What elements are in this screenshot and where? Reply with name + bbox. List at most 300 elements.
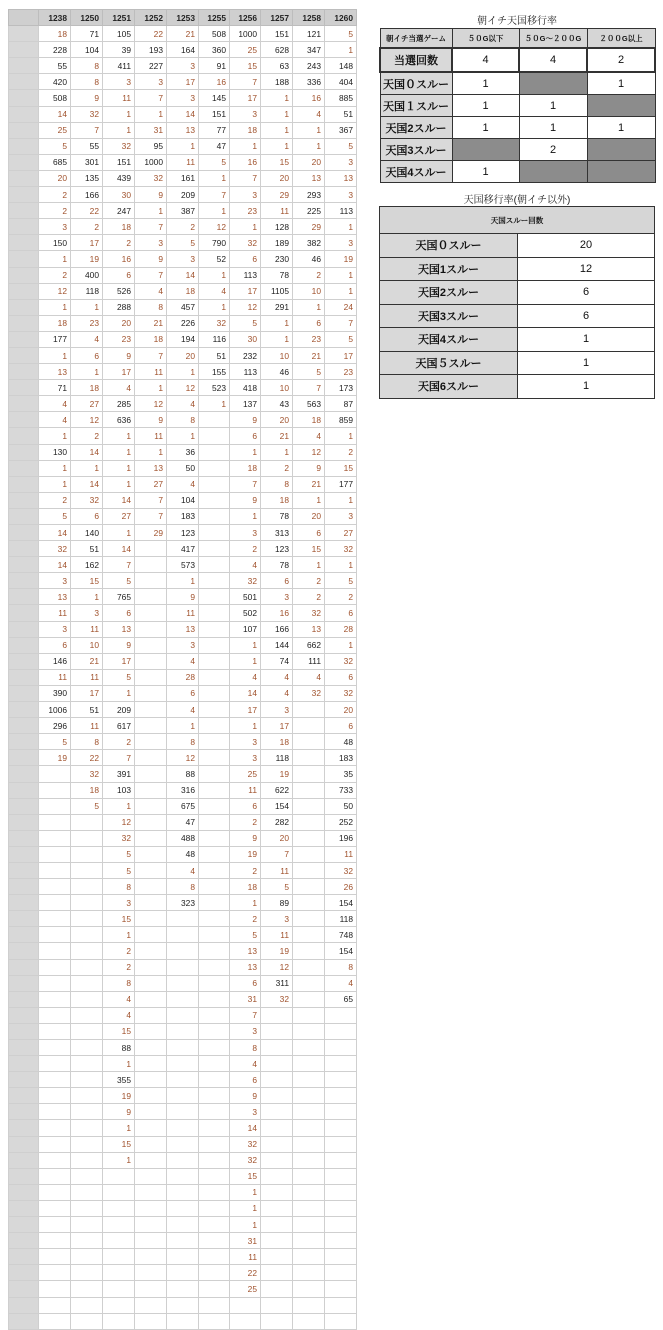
table-row [380, 375, 655, 399]
data-cell: 11 [103, 90, 135, 106]
other-table-title: 天国移行率(朝イチ以外) [463, 195, 571, 206]
data-cell: 748 [325, 927, 357, 943]
data-cell: 145 [199, 90, 230, 106]
data-cell: 243 [293, 58, 325, 74]
data-cell: 1 [261, 90, 293, 106]
data-cell: 18 [71, 782, 103, 798]
data-cell: 2 [230, 911, 261, 927]
table-row [9, 203, 357, 219]
data-cell: 155 [199, 364, 230, 380]
data-cell [39, 1104, 71, 1120]
data-cell [167, 1233, 199, 1249]
data-cell: 7 [135, 90, 167, 106]
data-cell: 7 [135, 267, 167, 283]
data-cell [199, 605, 230, 621]
table-row [9, 396, 357, 412]
table-row [9, 380, 357, 396]
table-row [9, 1217, 357, 1233]
row-index-cell [9, 541, 39, 557]
data-cell: 24 [325, 299, 357, 315]
row-index-cell [9, 235, 39, 251]
table-row [9, 1184, 357, 1200]
data-cell: 20 [103, 315, 135, 331]
data-cell: 733 [325, 782, 357, 798]
data-cell: 7 [103, 557, 135, 573]
data-cell: 14 [103, 541, 135, 557]
table-row [9, 798, 357, 814]
data-cell: 2 [103, 235, 135, 251]
data-cell [199, 1249, 230, 1265]
data-cell [135, 798, 167, 814]
data-cell: 7 [103, 750, 135, 766]
data-cell: 418 [230, 380, 261, 396]
data-cell: 9 [103, 347, 135, 363]
data-cell: 19 [39, 750, 71, 766]
data-cell: 113 [325, 203, 357, 219]
table-row [9, 637, 357, 653]
data-cell: 20 [261, 412, 293, 428]
data-cell: 1 [230, 637, 261, 653]
grid-header-row [9, 10, 357, 26]
table-row [9, 364, 357, 380]
data-cell: 6 [230, 251, 261, 267]
data-cell: 1 [293, 557, 325, 573]
row-index-cell [9, 766, 39, 782]
data-cell: 628 [261, 42, 293, 58]
data-cell [135, 846, 167, 862]
data-cell [293, 927, 325, 943]
data-cell [199, 508, 230, 524]
data-cell [135, 1023, 167, 1039]
data-cell: 48 [167, 846, 199, 862]
data-cell: 18 [230, 879, 261, 895]
data-cell: 6 [103, 605, 135, 621]
data-cell: 116 [199, 331, 230, 347]
data-cell: 2 [71, 428, 103, 444]
data-cell [71, 895, 103, 911]
data-cell: 51 [71, 541, 103, 557]
data-cell: 12 [39, 283, 71, 299]
data-cell [261, 1023, 293, 1039]
data-cell: 166 [261, 621, 293, 637]
table-row [9, 975, 357, 991]
data-cell [261, 1040, 293, 1056]
morning-row-label: 天国4スルー [380, 161, 452, 183]
data-cell: 137 [230, 396, 261, 412]
table-row [9, 299, 357, 315]
data-cell: 77 [199, 122, 230, 138]
data-cell: 21 [293, 476, 325, 492]
data-cell: 55 [71, 138, 103, 154]
data-cell [261, 1152, 293, 1168]
data-cell: 25 [230, 766, 261, 782]
data-cell [199, 814, 230, 830]
data-cell: 5 [325, 138, 357, 154]
data-cell: 32 [325, 685, 357, 701]
row-index-cell [9, 347, 39, 363]
data-cell: 151 [199, 106, 230, 122]
data-cell: 1 [39, 347, 71, 363]
empty-shaded-cell [587, 161, 655, 183]
data-cell: 439 [103, 170, 135, 186]
table-row [9, 911, 357, 927]
table-row [9, 1088, 357, 1104]
data-cell: 7 [199, 187, 230, 203]
data-cell [325, 1152, 357, 1168]
data-cell: 4 [230, 557, 261, 573]
table-row [9, 331, 357, 347]
data-cell: 367 [325, 122, 357, 138]
table-row [380, 351, 655, 375]
data-cell: 4 [167, 396, 199, 412]
data-cell: 4 [135, 283, 167, 299]
data-cell: 1 [199, 396, 230, 412]
data-cell: 11 [39, 605, 71, 621]
data-cell [167, 1265, 199, 1281]
data-cell: 1 [199, 203, 230, 219]
data-cell [199, 927, 230, 943]
row-index-cell [9, 187, 39, 203]
data-cell: 573 [167, 557, 199, 573]
data-cell: 166 [71, 187, 103, 203]
data-cell [71, 975, 103, 991]
row-index-cell [9, 702, 39, 718]
data-cell [293, 1104, 325, 1120]
row-index-cell [9, 734, 39, 750]
data-cell [135, 830, 167, 846]
data-cell [199, 1217, 230, 1233]
data-cell [199, 750, 230, 766]
data-cell [261, 1007, 293, 1023]
table-row [9, 187, 357, 203]
data-cell: 9 [230, 1088, 261, 1104]
data-cell [167, 1152, 199, 1168]
other-row-label: 天国6スルー [380, 375, 518, 399]
data-cell: 154 [325, 895, 357, 911]
table-row [9, 1313, 357, 1329]
row-index-cell [9, 1056, 39, 1072]
data-cell [325, 1217, 357, 1233]
data-cell [199, 798, 230, 814]
data-cell [293, 959, 325, 975]
data-cell: 1 [135, 203, 167, 219]
data-cell [293, 879, 325, 895]
data-cell: 28 [167, 669, 199, 685]
data-cell: 9 [230, 492, 261, 508]
row-index-cell [9, 653, 39, 669]
data-cell: 17 [103, 364, 135, 380]
data-cell: 227 [135, 58, 167, 74]
data-cell [199, 1136, 230, 1152]
data-cell [293, 702, 325, 718]
data-cell: 15 [325, 460, 357, 476]
data-cell: 675 [167, 798, 199, 814]
row-index-cell [9, 589, 39, 605]
data-cell [135, 1136, 167, 1152]
data-cell [325, 1281, 357, 1297]
data-cell: 151 [261, 26, 293, 42]
data-cell: 5 [230, 927, 261, 943]
data-cell [135, 927, 167, 943]
data-cell [71, 846, 103, 862]
morning-value-cell: 1 [452, 161, 519, 183]
data-cell [167, 975, 199, 991]
data-cell: 123 [261, 541, 293, 557]
data-cell: 19 [103, 1088, 135, 1104]
table-row [9, 235, 357, 251]
data-cell [135, 685, 167, 701]
data-cell: 288 [103, 299, 135, 315]
data-cell: 316 [167, 782, 199, 798]
data-cell: 1 [293, 492, 325, 508]
data-cell: 113 [230, 267, 261, 283]
data-cell: 23 [293, 331, 325, 347]
data-cell: 11 [135, 428, 167, 444]
data-cell [135, 669, 167, 685]
data-cell: 50 [325, 798, 357, 814]
empty-shaded-cell [452, 139, 519, 161]
data-cell: 1 [199, 299, 230, 315]
data-cell: 9 [230, 830, 261, 846]
data-cell: 123 [167, 525, 199, 541]
row-index-cell [9, 895, 39, 911]
data-cell [293, 798, 325, 814]
data-cell: 25 [230, 42, 261, 58]
data-cell [135, 1040, 167, 1056]
row-index-cell [9, 1040, 39, 1056]
data-cell: 3 [230, 1023, 261, 1039]
row-index-cell [9, 1217, 39, 1233]
data-cell [71, 1297, 103, 1313]
row-index-cell [9, 251, 39, 267]
data-cell [135, 541, 167, 557]
data-cell: 27 [135, 476, 167, 492]
data-cell: 20 [293, 508, 325, 524]
data-cell: 48 [325, 734, 357, 750]
data-cell [167, 911, 199, 927]
data-cell: 6 [293, 525, 325, 541]
row-index-cell [9, 798, 39, 814]
data-cell: 5 [71, 798, 103, 814]
data-cell [71, 927, 103, 943]
row-index-cell [9, 573, 39, 589]
data-cell: 65 [325, 991, 357, 1007]
table-row [9, 42, 357, 58]
data-cell: 1 [135, 444, 167, 460]
data-cell: 2 [293, 267, 325, 283]
data-cell [325, 1313, 357, 1329]
data-cell: 291 [261, 299, 293, 315]
data-cell [167, 1313, 199, 1329]
morning-row-label: 天国3スルー [380, 139, 452, 161]
data-cell: 18 [230, 122, 261, 138]
data-cell: 4 [293, 106, 325, 122]
table-row [9, 573, 357, 589]
data-cell: 617 [103, 718, 135, 734]
data-cell: 6 [325, 718, 357, 734]
data-cell [39, 862, 71, 878]
data-cell: 1105 [261, 283, 293, 299]
data-cell [293, 830, 325, 846]
data-cell: 14 [39, 525, 71, 541]
data-cell [199, 1313, 230, 1329]
data-cell: 1 [325, 428, 357, 444]
data-cell [199, 1072, 230, 1088]
table-row [9, 1007, 357, 1023]
data-cell [293, 1281, 325, 1297]
data-cell: 12 [103, 814, 135, 830]
data-cell [71, 830, 103, 846]
data-cell: 13 [167, 122, 199, 138]
data-cell [39, 1072, 71, 1088]
data-cell: 18 [39, 26, 71, 42]
data-cell [39, 1152, 71, 1168]
data-cell: 15 [71, 573, 103, 589]
morning-table-title: 朝イチ天国移行率 [477, 16, 557, 27]
data-cell [293, 718, 325, 734]
table-row [9, 830, 357, 846]
data-cell: 502 [230, 605, 261, 621]
data-cell: 32 [71, 492, 103, 508]
other-table-body [380, 234, 655, 399]
data-cell: 28 [325, 621, 357, 637]
data-cell: 113 [230, 364, 261, 380]
data-cell: 20 [261, 830, 293, 846]
data-cell [167, 1023, 199, 1039]
data-cell: 23 [71, 315, 103, 331]
data-cell: 765 [103, 589, 135, 605]
data-cell [293, 1168, 325, 1184]
row-index-cell [9, 750, 39, 766]
data-cell [293, 846, 325, 862]
data-cell: 135 [71, 170, 103, 186]
machine-column-header: 1253 [167, 10, 199, 26]
data-cell: 282 [261, 814, 293, 830]
data-cell [167, 991, 199, 1007]
data-cell: 5 [325, 331, 357, 347]
row-index-cell [9, 1168, 39, 1184]
table-row [9, 814, 357, 830]
data-cell [325, 1007, 357, 1023]
data-cell: 10 [293, 283, 325, 299]
data-cell: 12 [261, 959, 293, 975]
data-cell [293, 1184, 325, 1200]
data-cell: 188 [261, 74, 293, 90]
other-value-cell: 12 [518, 257, 655, 281]
data-cell: 3 [261, 702, 293, 718]
data-cell: 13 [135, 460, 167, 476]
row-index-cell [9, 1249, 39, 1265]
data-cell: 20 [325, 702, 357, 718]
data-cell: 21 [261, 428, 293, 444]
row-index-cell [9, 315, 39, 331]
data-cell [293, 1249, 325, 1265]
data-cell: 103 [103, 782, 135, 798]
data-cell: 4 [261, 669, 293, 685]
data-cell: 1 [230, 138, 261, 154]
row-index-cell [9, 637, 39, 653]
data-cell: 15 [261, 154, 293, 170]
data-cell: 1 [103, 1152, 135, 1168]
data-cell: 1 [71, 299, 103, 315]
data-cell [261, 1056, 293, 1072]
table-row [9, 170, 357, 186]
data-cell [199, 782, 230, 798]
data-cell: 95 [135, 138, 167, 154]
table-row [9, 74, 357, 90]
other-row-label: 天国５スルー [380, 351, 518, 375]
morning-value-cell: 1 [519, 117, 587, 139]
grid-body [9, 26, 357, 1330]
data-cell: 17 [71, 685, 103, 701]
data-cell [71, 1120, 103, 1136]
data-cell: 3 [39, 621, 71, 637]
data-cell: 8 [167, 879, 199, 895]
row-index-cell [9, 203, 39, 219]
data-cell: 411 [103, 58, 135, 74]
data-cell [199, 846, 230, 862]
data-cell: 355 [103, 1072, 135, 1088]
morning-row-label: 天国2スルー [380, 117, 452, 139]
table-row [9, 122, 357, 138]
data-cell: 1 [261, 138, 293, 154]
data-cell: 1 [230, 219, 261, 235]
data-cell: 31 [230, 1233, 261, 1249]
data-cell: 285 [103, 396, 135, 412]
data-cell [325, 1184, 357, 1200]
row-index-cell [9, 1233, 39, 1249]
data-cell [325, 1120, 357, 1136]
data-cell: 3 [135, 235, 167, 251]
data-cell [199, 718, 230, 734]
data-cell: 30 [230, 331, 261, 347]
data-cell: 50 [167, 460, 199, 476]
data-cell [135, 1217, 167, 1233]
machine-column-header: 1256 [230, 10, 261, 26]
row-index-cell [9, 1120, 39, 1136]
row-index-cell [9, 830, 39, 846]
data-cell [135, 879, 167, 895]
data-cell: 382 [293, 235, 325, 251]
row-index-header [9, 10, 39, 26]
data-cell [135, 1184, 167, 1200]
data-cell [261, 1233, 293, 1249]
data-cell [261, 1265, 293, 1281]
row-index-cell [9, 476, 39, 492]
data-cell [39, 975, 71, 991]
data-cell [71, 1200, 103, 1216]
data-cell: 4 [103, 991, 135, 1007]
data-cell [325, 1136, 357, 1152]
data-cell [135, 911, 167, 927]
row-index-cell [9, 1007, 39, 1023]
other-value-cell: 20 [518, 234, 655, 258]
data-cell [325, 1233, 357, 1249]
data-cell [135, 1152, 167, 1168]
morning-row-label: 天国０スルー [380, 72, 452, 95]
data-cell [71, 1265, 103, 1281]
table-row [9, 1120, 357, 1136]
data-cell: 25 [39, 122, 71, 138]
data-cell: 7 [230, 476, 261, 492]
data-cell: 1 [230, 1184, 261, 1200]
machine-column-header: 1252 [135, 10, 167, 26]
table-row [9, 589, 357, 605]
data-cell [135, 1088, 167, 1104]
data-cell: 662 [293, 637, 325, 653]
data-cell: 2 [325, 444, 357, 460]
data-cell: 7 [230, 170, 261, 186]
